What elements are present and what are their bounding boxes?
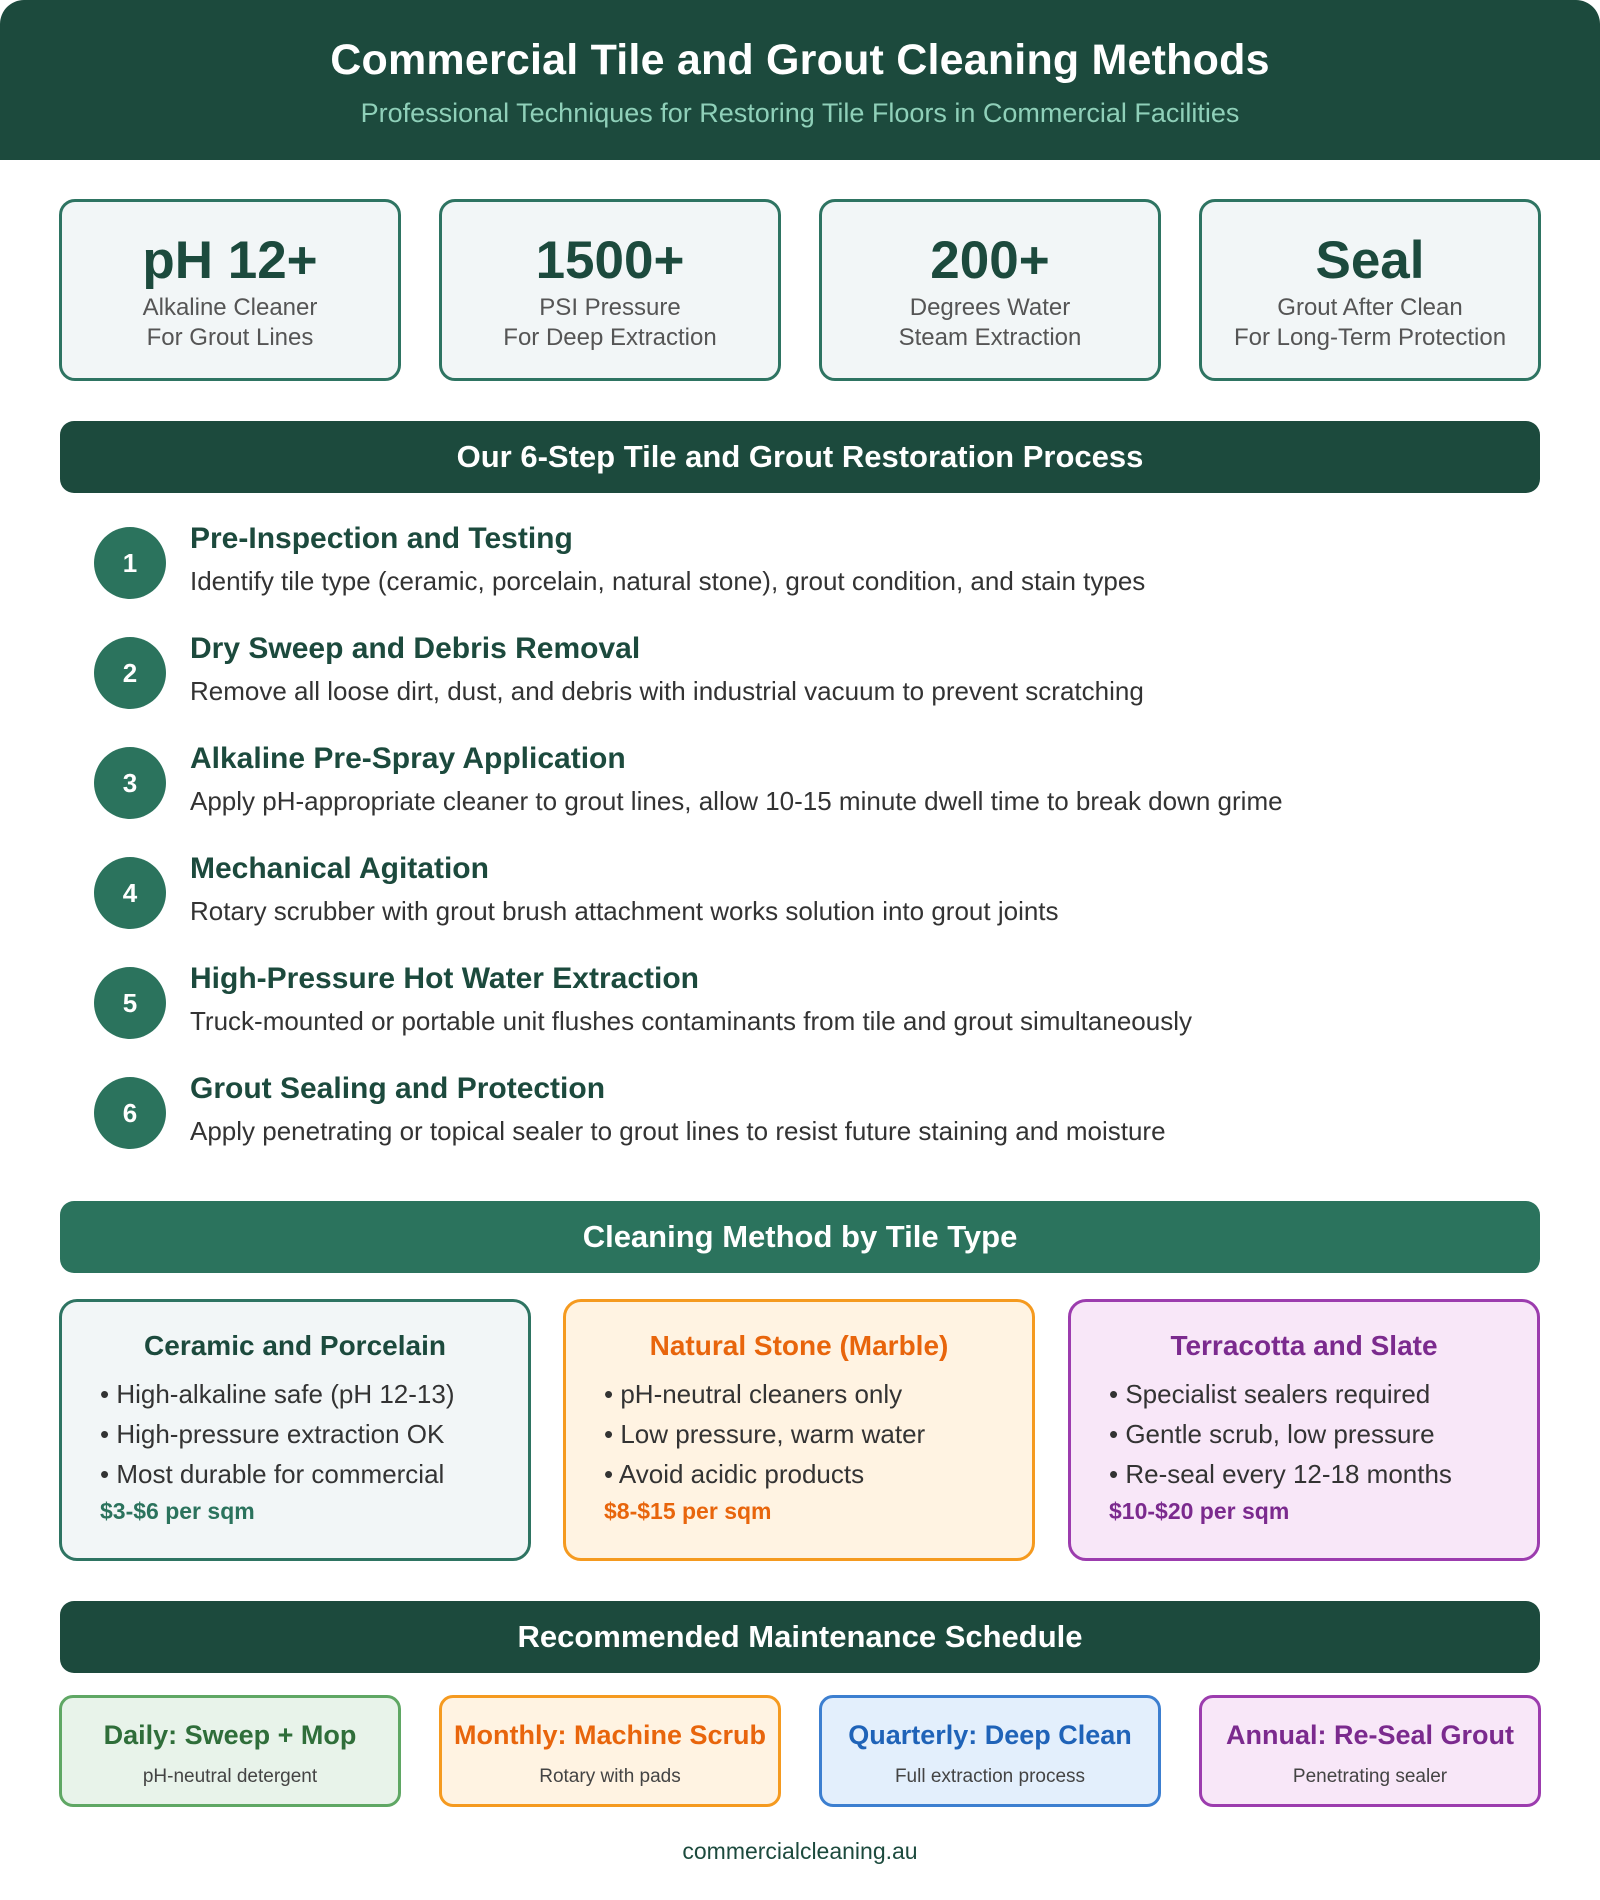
tile-card-list	[100, 1374, 455, 1494]
tile-card-natural-stone	[563, 1299, 1035, 1561]
page-subtitle: Professional Techniques for Restoring Tile Floors in Commercial Facilities	[360, 98, 1240, 128]
tile-card-list	[604, 1374, 925, 1494]
list-item: • Gentle scrub, low pressure	[1109, 1419, 1435, 1449]
list-item: • Low pressure, warm water	[604, 1419, 926, 1449]
process-step-4	[94, 854, 1534, 944]
schedule-subtitle: pH-neutral detergent	[142, 1766, 318, 1787]
step-number-badge: 5	[94, 967, 166, 1039]
schedule-heading: Recommended Maintenance Schedule	[60, 1601, 1540, 1673]
process-step-5	[94, 964, 1534, 1054]
stat-label: Alkaline Cleaner	[142, 294, 318, 321]
stat-card-psi	[439, 199, 781, 381]
list-item: • pH-neutral cleaners only	[604, 1379, 903, 1409]
page-title: Commercial Tile and Grout Cleaning Methods	[330, 36, 1270, 84]
step-title: High-Pressure Hot Water Extraction	[190, 962, 699, 995]
list-item: • High-alkaline safe (pH 12-13)	[100, 1379, 455, 1409]
step-title: Mechanical Agitation	[190, 852, 489, 885]
tile-card-terracotta	[1068, 1299, 1540, 1561]
stat-card-ph	[59, 199, 401, 381]
step-description: Apply pH-appropriate cleaner to grout lines, allow 10-15 minute dwell time to break down grime	[190, 786, 1283, 816]
schedule-title: Monthly: Machine Scrub	[453, 1720, 767, 1750]
step-number-badge: 2	[94, 637, 166, 709]
schedule-title: Daily: Sweep + Mop	[103, 1720, 357, 1750]
schedule-subtitle: Full extraction process	[894, 1766, 1086, 1787]
list-item: • Re-seal every 12-18 months	[1109, 1459, 1452, 1489]
tile-card-price: $3-$6 per sqm	[100, 1498, 255, 1524]
step-description: Identify tile type (ceramic, porcelain, natural stone), grout condition, and stain types	[190, 566, 1146, 596]
stat-sublabel: Steam Extraction	[898, 324, 1082, 351]
step-title: Dry Sweep and Debris Removal	[190, 632, 641, 665]
tile-card-ceramic	[59, 1299, 531, 1561]
step-number-badge: 1	[94, 527, 166, 599]
list-item: • High-pressure extraction OK	[100, 1419, 445, 1449]
schedule-card-daily	[59, 1695, 401, 1807]
stat-label: Grout After Clean	[1277, 294, 1463, 321]
stat-card-seal	[1199, 199, 1541, 381]
schedule-card-annual	[1199, 1695, 1541, 1807]
step-description: Remove all loose dirt, dust, and debris with industrial vacuum to prevent scratching	[190, 676, 1144, 706]
step-number-badge: 3	[94, 747, 166, 819]
step-description: Apply penetrating or topical sealer to grout lines to resist future staining and moisture	[190, 1116, 1166, 1146]
tile-card-price: $10-$20 per sqm	[1109, 1498, 1290, 1524]
step-number-badge: 6	[94, 1077, 166, 1149]
step-description: Rotary scrubber with grout brush attachment works solution into grout joints	[190, 896, 1059, 926]
list-item: • Most durable for commercial	[100, 1459, 445, 1489]
stat-label: PSI Pressure	[539, 294, 681, 321]
schedule-subtitle: Rotary with pads	[539, 1766, 681, 1787]
header-banner	[0, 0, 1600, 160]
process-step-1	[94, 524, 1534, 614]
stat-value: 1500+	[535, 231, 685, 290]
step-title: Grout Sealing and Protection	[190, 1072, 606, 1105]
stat-card-degrees	[819, 199, 1161, 381]
tile-card-list	[1109, 1374, 1452, 1494]
process-heading: Our 6-Step Tile and Grout Restoration Process	[60, 421, 1540, 493]
schedule-card-quarterly	[819, 1695, 1161, 1807]
tile-type-heading: Cleaning Method by Tile Type	[60, 1201, 1540, 1273]
process-step-2	[94, 634, 1534, 724]
step-title: Alkaline Pre-Spray Application	[190, 742, 626, 775]
stat-sublabel: For Deep Extraction	[503, 324, 717, 351]
tile-card-price: $8-$15 per sqm	[604, 1498, 772, 1524]
schedule-subtitle: Penetrating sealer	[1292, 1766, 1448, 1787]
footer-website: commercialcleaning.au	[682, 1838, 918, 1864]
tile-card-title: Ceramic and Porcelain	[144, 1330, 446, 1361]
step-title: Pre-Inspection and Testing	[190, 522, 573, 555]
list-item: • Specialist sealers required	[1109, 1379, 1431, 1409]
step-description: Truck-mounted or portable unit flushes contaminants from tile and grout simultaneously	[190, 1006, 1192, 1036]
stat-sublabel: For Long-Term Protection	[1233, 324, 1507, 351]
stat-value: Seal	[1315, 231, 1425, 290]
tile-card-title: Terracotta and Slate	[1170, 1330, 1438, 1361]
schedule-title: Annual: Re-Seal Grout	[1225, 1720, 1515, 1750]
step-number-badge: 4	[94, 857, 166, 929]
process-step-3	[94, 744, 1534, 834]
stat-sublabel: For Grout Lines	[146, 324, 314, 351]
stat-value: 200+	[930, 231, 1050, 290]
list-item: • Avoid acidic products	[604, 1459, 865, 1489]
schedule-card-monthly	[439, 1695, 781, 1807]
stat-label: Degrees Water	[909, 294, 1071, 321]
process-step-6	[94, 1074, 1534, 1164]
schedule-title: Quarterly: Deep Clean	[848, 1720, 1132, 1750]
stat-value: pH 12+	[142, 231, 318, 290]
tile-card-title: Natural Stone (Marble)	[649, 1330, 949, 1361]
